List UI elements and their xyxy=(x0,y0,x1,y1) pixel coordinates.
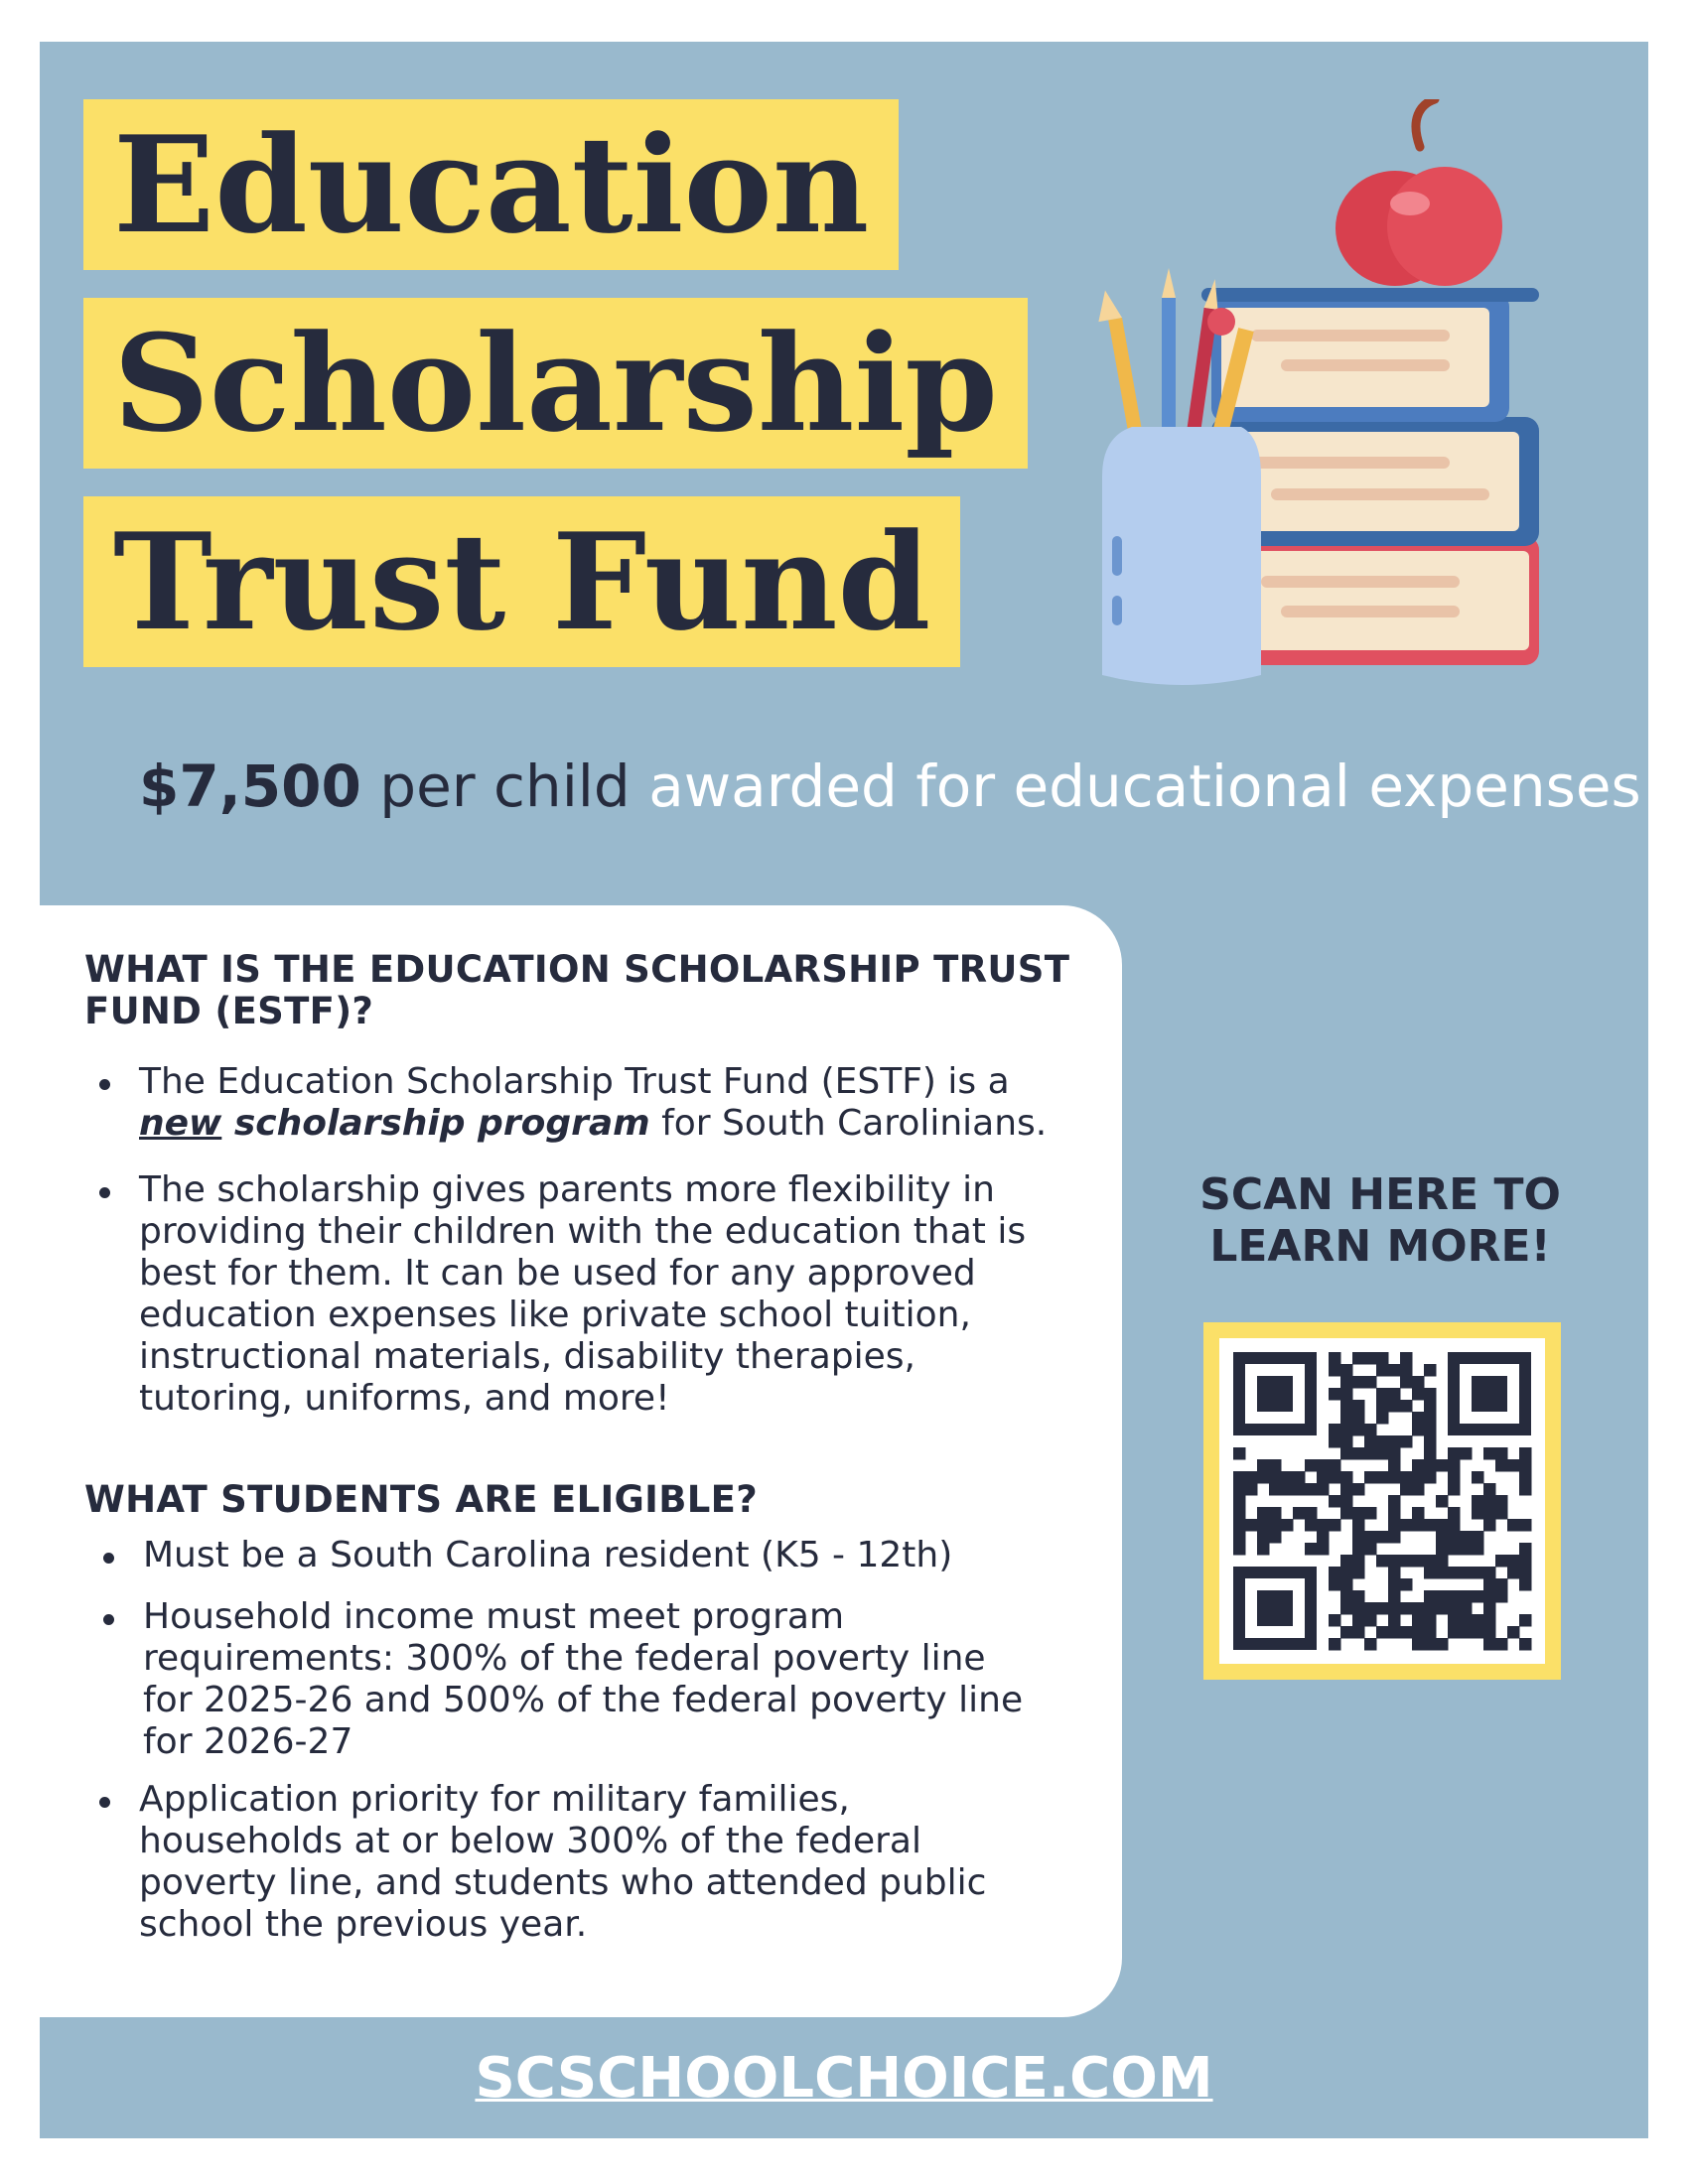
what-is-bullet-2: The scholarship gives parents more flexibility in providing their children with the education that is best for them. It can be used for any approved education expenses like private school tuition, instructional materials, disability therapies, tutoring, uniforms, and more! xyxy=(139,1169,1027,1419)
new-program-emphasis: new scholarship program xyxy=(139,1103,650,1144)
per-child-text: per child xyxy=(379,752,631,820)
eligible-heading: WHAT STUDENTS ARE ELIGIBLE? xyxy=(84,1478,758,1521)
what-is-heading: WHAT IS THE EDUCATION SCHOLARSHIP TRUST FUND (ESTF)? xyxy=(84,948,1070,1032)
eligible-bullet-2: Household income must meet program requirements: 300% of the federal poverty line for 2025-26 and 500% of the federal poverty line for 2026-27 xyxy=(143,1596,1024,1762)
award-tagline xyxy=(139,747,1641,826)
eligible-bullet-3: Application priority for military families, households at or below 300% of the federal poverty line, and students who attended public school the previous year. xyxy=(139,1779,987,1945)
scan-prompt: SCAN HERE TO LEARN MORE! xyxy=(1199,1169,1561,1272)
title-line-2: Scholarship xyxy=(83,298,1028,469)
qr-code[interactable] xyxy=(1219,1338,1545,1664)
title-line-1: Education xyxy=(83,99,899,270)
title-line-3: Trust Fund xyxy=(83,496,960,667)
award-purpose-text: awarded for educational expenses xyxy=(648,752,1641,820)
apple-icon xyxy=(1336,99,1502,286)
school-supplies-illustration xyxy=(1092,99,1569,695)
award-amount: $7,500 xyxy=(139,752,361,820)
what-is-bullet-1: The Education Scholarship Trust Fund (ESTF) is a new scholarship program for South Carolinians. xyxy=(139,1061,1048,1144)
eligible-bullet-1: Must be a South Carolina resident (K5 - 12th) xyxy=(143,1535,953,1575)
website-link[interactable]: SCSCHOOLCHOICE.COM xyxy=(475,2046,1213,2111)
qr-code-frame xyxy=(1203,1322,1561,1680)
